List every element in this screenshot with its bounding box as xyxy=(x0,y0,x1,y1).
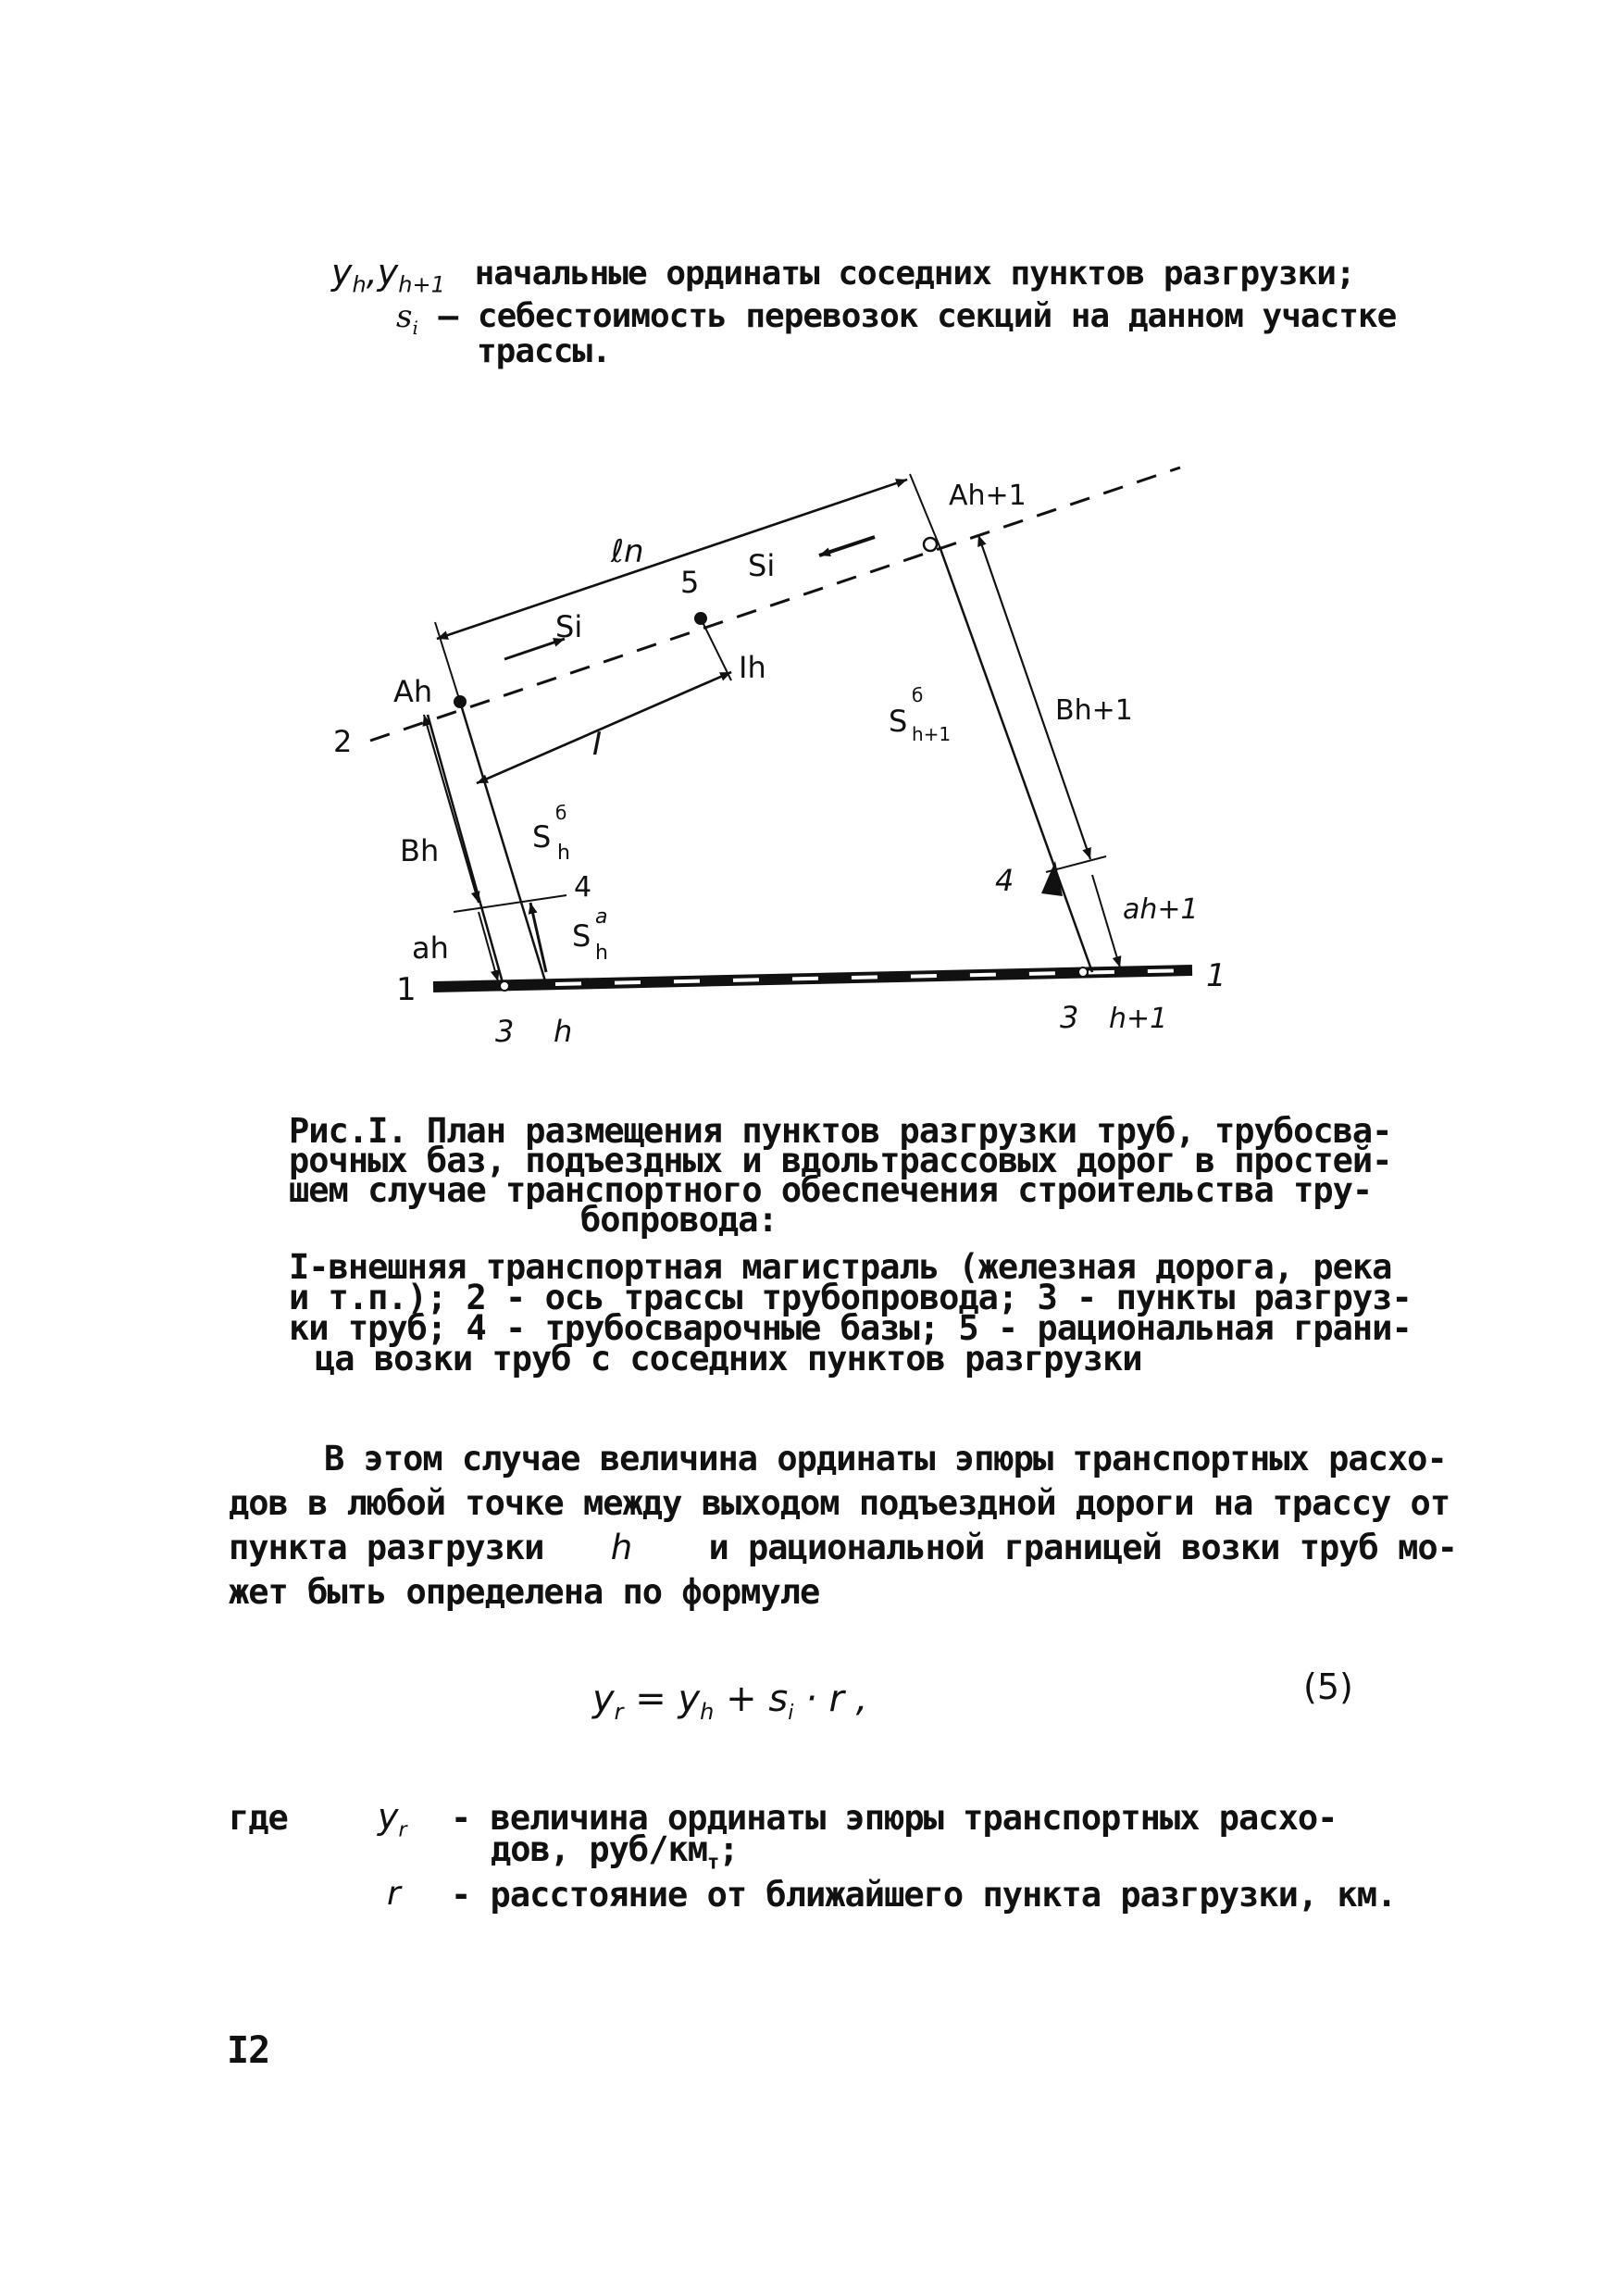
symbol-si: $s_i$ xyxy=(396,298,418,339)
point-unload-h xyxy=(500,981,509,991)
formula-number: (5) xyxy=(1303,1666,1353,1707)
label-ah-dim: ah xyxy=(412,930,449,966)
legend-line: и т.п.); 2 - ось трассы трубопровода; 3 - пункты разгруз- xyxy=(289,1278,1412,1317)
point-ah1 xyxy=(924,538,937,551)
legend-line: ца возки труб с соседних пунктов разгрузки xyxy=(315,1339,1142,1379)
definition-dash: – xyxy=(438,297,458,335)
label-line-1-left: 1 xyxy=(396,971,417,1008)
label-5: 5 xyxy=(680,565,700,600)
svg-text:S: S xyxy=(532,819,552,855)
where-symbol-yr: $y_r$ xyxy=(378,1796,407,1842)
si-arrow-left xyxy=(819,537,875,555)
label-h-left: h xyxy=(554,1014,573,1049)
label-ah1: Ah+1 xyxy=(949,480,1027,512)
legend-line: I-внешняя транспортная магистраль (железная дорога, река xyxy=(289,1247,1392,1287)
svg-text:S: S xyxy=(889,704,908,739)
point-boundary-5 xyxy=(694,612,707,625)
where-text-cont: дов, руб/$км_т$; xyxy=(491,1829,739,1875)
definition-text: трассы. xyxy=(477,332,611,370)
label-si-left: Si xyxy=(555,609,583,644)
label-ln: ℓn xyxy=(611,533,644,570)
caption-line: шем случае транспортного обеспечения строительства тру- xyxy=(289,1170,1373,1210)
label-h1-right: h+1 xyxy=(1109,1003,1168,1035)
label-shb xyxy=(532,802,570,865)
definition-text: начальные ординаты соседних пунктов разгрузки; xyxy=(474,255,1355,293)
label-bh: Bh xyxy=(400,833,440,868)
formula xyxy=(592,1678,867,1725)
paragraph-line: пункта разгрузки h и рациональной границей возки труб мо- xyxy=(229,1528,1457,1567)
label-3-left: 3 xyxy=(495,1014,515,1049)
where-text: - расстояние от ближайшего пункта разгрузки, км. xyxy=(451,1875,1397,1915)
paragraph-line: В этом случае величина ординаты эпюры транспортных расхо- xyxy=(324,1439,1447,1479)
svg-text:h: h xyxy=(557,842,570,865)
label-ah1-dim: ah+1 xyxy=(1123,893,1199,926)
dimension-ah1 xyxy=(1092,875,1120,967)
label-ih: Ih xyxy=(739,650,766,685)
label-base-4-left: 4 xyxy=(574,871,592,904)
label-3-right: 3 xyxy=(1060,1000,1079,1035)
label-base-4-right: 4 xyxy=(995,863,1014,898)
dimension-i xyxy=(477,618,731,783)
symbol-yh: $y_h,y_{h+1}$ xyxy=(331,252,445,298)
point-unload-h1 xyxy=(1078,967,1088,977)
caption-line: бопровода: xyxy=(580,1200,778,1240)
formula-expression: $y_r = y_h + s_i \cdot r$ , xyxy=(592,1678,868,1725)
label-sh1b xyxy=(889,684,951,745)
definition-text: себестоимость перевозок секций на данном участке xyxy=(477,297,1397,335)
dimension-ah xyxy=(479,912,498,981)
svg-text:б: б xyxy=(912,684,924,706)
where-intro: где xyxy=(229,1798,288,1838)
page-number: I2 xyxy=(227,2029,270,2072)
label-sha xyxy=(572,905,608,965)
caption-line: рочных баз, подъездных и вдольтрассовых дорог в простей- xyxy=(289,1141,1392,1180)
inline-symbol-h: h xyxy=(610,1528,633,1567)
label-line-1-right: 1 xyxy=(1206,957,1226,994)
svg-text:a: a xyxy=(595,905,608,929)
caption-line: Рис.I. План размещения пунктов разгрузки труб, трубосва- xyxy=(289,1111,1392,1151)
svg-text:h+1: h+1 xyxy=(912,723,952,745)
where-text: - величина ординаты эпюры транспортных расхо- xyxy=(451,1798,1338,1838)
paragraph-line: жет быть определена по формуле xyxy=(229,1572,820,1612)
point-ah xyxy=(454,695,467,708)
label-axis-2: 2 xyxy=(333,724,353,759)
legend-line: ки труб; 4 - трубосварочные базы; 5 - рациональная грани- xyxy=(289,1308,1412,1348)
paragraph-line: дов в любой точке между выходом подъездной дороги на трассу от xyxy=(229,1483,1450,1523)
dimension-ln xyxy=(435,480,907,702)
label-i: I xyxy=(592,726,603,763)
label-ah: Ah xyxy=(393,674,433,709)
label-si-right: Si xyxy=(748,548,776,583)
svg-text:S: S xyxy=(572,918,591,954)
svg-text:h: h xyxy=(595,942,608,965)
where-symbol-r: r xyxy=(387,1875,401,1913)
svg-text:б: б xyxy=(555,802,567,824)
label-bh1: Bh+1 xyxy=(1055,694,1133,727)
